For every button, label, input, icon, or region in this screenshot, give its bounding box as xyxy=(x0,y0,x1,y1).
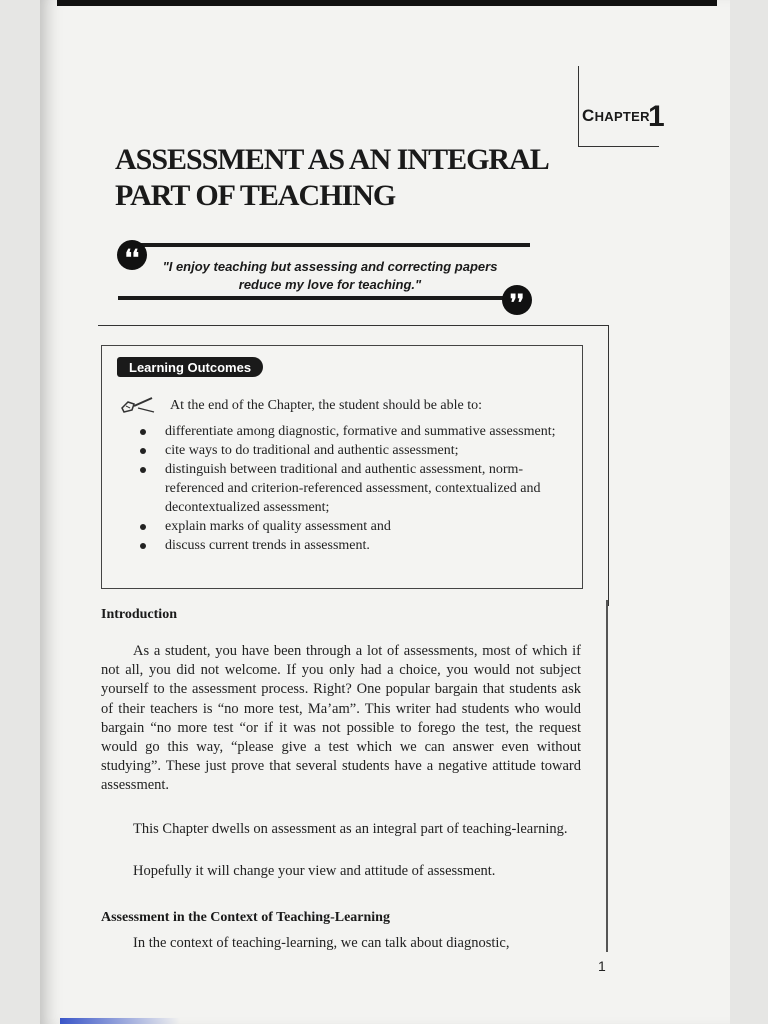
right-margin-rule xyxy=(606,600,608,952)
bullet-icon xyxy=(140,543,146,549)
chapter-number: 1 xyxy=(648,100,665,133)
bullet-icon xyxy=(140,429,146,435)
list-item xyxy=(135,441,565,460)
bullet-icon xyxy=(140,467,146,473)
epigraph-quote xyxy=(150,258,510,294)
list-item-text: explain marks of quality assessment and xyxy=(165,519,391,534)
close-quote-icon: ❜❜ xyxy=(502,285,532,315)
quote-line2: reduce my love for teaching." xyxy=(238,277,422,292)
chapter-label-rest: HAPTER xyxy=(594,109,650,124)
scan-edge-mark xyxy=(60,1018,180,1024)
learning-outcomes-heading: Learning Outcomes xyxy=(117,357,263,377)
page-top-edge xyxy=(57,0,717,6)
list-item xyxy=(135,536,565,555)
bullet-icon xyxy=(140,524,146,530)
chapter-title xyxy=(115,142,575,214)
list-item xyxy=(135,422,565,441)
context-section-heading: Assessment in the Context of Teaching-Learning xyxy=(101,910,390,925)
list-item-text: differentiate among diagnostic, formative and summative assessment; xyxy=(165,424,556,439)
quote-rule-top xyxy=(132,243,530,247)
list-item xyxy=(135,460,565,517)
list-item-text: distinguish between traditional and authentic assessment, norm-referenced and criterion-referenced assessment, contextualized and decontextualized assessment; xyxy=(165,462,541,515)
learning-outcomes-intro: At the end of the Chapter, the student should be able to: xyxy=(170,398,483,413)
introduction-paragraph-1: As a student, you have been through a lot of assessments, most of which if not all, you did not welcome. If you only had a choice, you would not subject yourself to the assessment process. Right? One popular bargain that students ask of their teachers is “no more test, Ma’am”. This writer had students who would bargain “no more test “or if it was not possible to forego the test, the request would go this way, “please give a test which we can answer even without studying”. These just prove that several students have a negative attitude toward assessment. xyxy=(101,643,581,794)
bullet-icon xyxy=(140,448,146,454)
open-quote-icon: ❛❛ xyxy=(117,240,147,270)
quote-line1: "I enjoy teaching but assessing and correcting papers xyxy=(162,259,498,274)
chapter-title-line1: ASSESSMENT AS AN INTEGRAL xyxy=(115,143,549,176)
introduction-paragraph-2: This Chapter dwells on assessment as an integral part of teaching-learning. xyxy=(133,821,568,837)
chapter-label-cap: C xyxy=(582,106,595,125)
introduction-paragraph-3: Hopefully it will change your view and attitude of assessment. xyxy=(133,863,496,879)
learning-outcomes-list xyxy=(135,422,565,555)
list-item-text: discuss current trends in assessment. xyxy=(165,538,370,553)
introduction-heading: Introduction xyxy=(101,607,177,622)
list-item xyxy=(135,517,565,536)
chapter-label xyxy=(582,106,650,126)
chapter-title-line2: PART OF TEACHING xyxy=(115,179,396,212)
list-item-text: cite ways to do traditional and authentic assessment; xyxy=(165,443,459,458)
page-number: 1 xyxy=(598,958,606,974)
quote-rule-bottom xyxy=(118,296,503,300)
pen-hand-icon xyxy=(120,394,156,416)
context-section-paragraph: In the context of teaching-learning, we can talk about diagnostic, xyxy=(133,935,510,951)
